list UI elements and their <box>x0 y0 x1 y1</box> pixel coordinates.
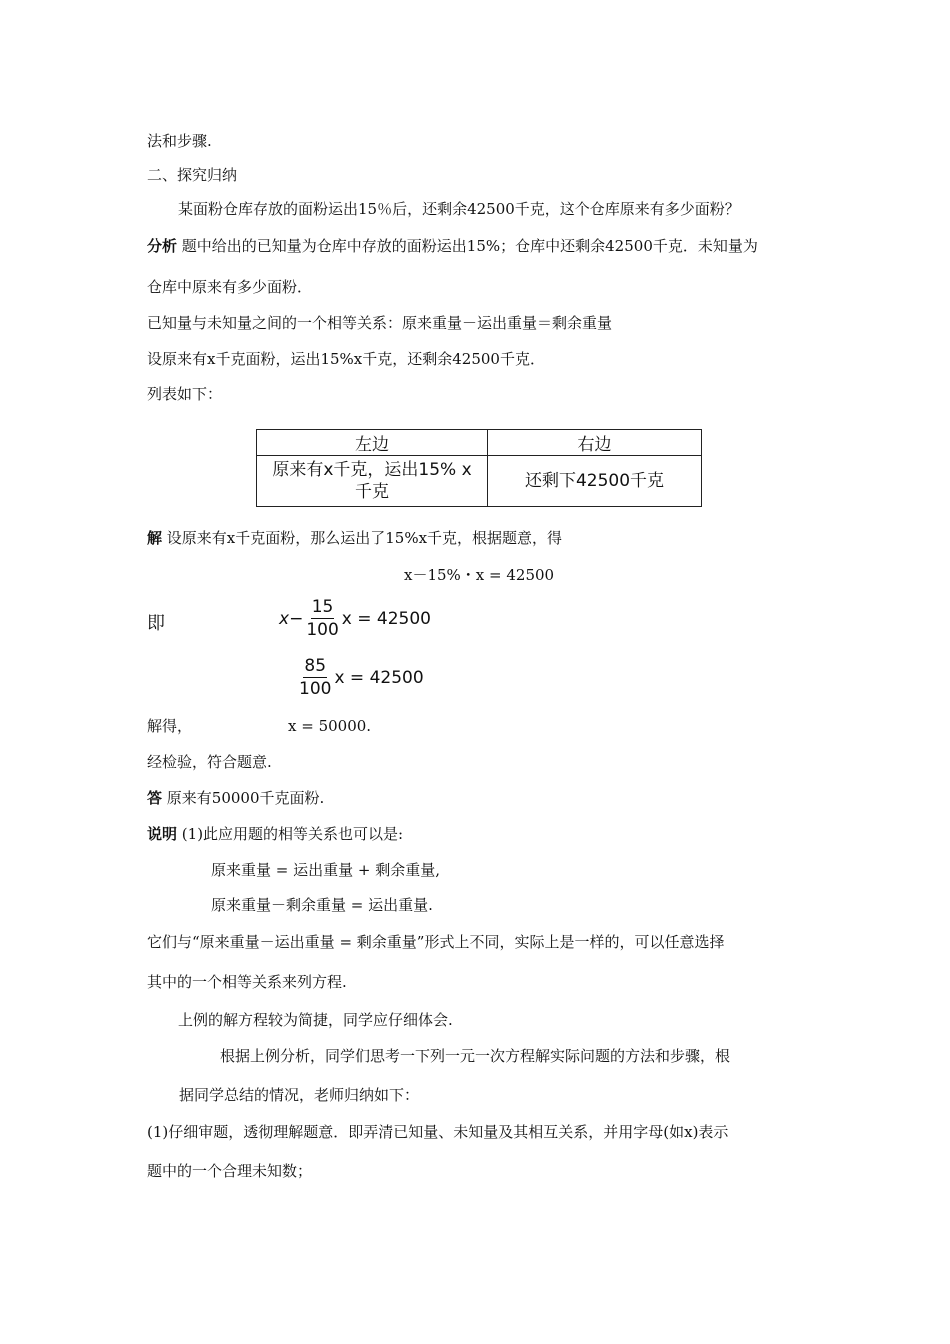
equation-2 <box>279 596 431 641</box>
eq3-denominator: 100 <box>299 679 332 699</box>
text-line: 法和步骤. <box>147 132 212 150</box>
analysis-text: 题中给出的已知量为仓库中存放的面粉运出15%；仓库中还剩余42500千克．未知量为 <box>181 237 758 255</box>
note-relation-a: 原来重量 = 运出重量 + 剩余重量, <box>211 861 440 879</box>
eq2-minus: − <box>289 608 304 629</box>
solved-value: x = 50000. <box>288 717 372 735</box>
section-heading: 二、探究归纳 <box>147 166 238 184</box>
table-header-right: 右边 <box>488 430 702 456</box>
check-line: 经检验，符合题意. <box>147 753 272 771</box>
answer-paragraph <box>147 788 324 808</box>
answer-text: 原来有50000千克面粉. <box>166 789 325 807</box>
solution-label: 解 <box>147 529 163 547</box>
eq3-numerator: 85 <box>304 656 327 676</box>
table-cell-right: 还剩下42500千克 <box>488 456 702 507</box>
equation-table <box>256 429 702 507</box>
table-cell-left-line1: 原来有x千克，运出15% x <box>272 460 472 480</box>
analysis-paragraph <box>147 236 758 256</box>
answer-label: 答 <box>147 789 163 807</box>
solution-paragraph <box>147 528 562 548</box>
table-header-left: 左边 <box>257 430 488 456</box>
solution-text: 设原来有x千克面粉，那么运出了15%x千克，根据题意，得 <box>166 529 563 547</box>
text-line: 上例的解方程较为简捷，同学应仔细体会. <box>178 1011 453 1029</box>
text-line: 它们与“原来重量－运出重量 = 剩余重量”形式上不同，实际上是一样的，可以任意选择 <box>147 933 725 951</box>
step-1: (1)仔细审题，透彻理解题意．即弄清已知量、未知量及其相互关系，并用字母(如x)表示 <box>147 1123 729 1141</box>
text-line: 根据上例分析，同学们思考一下列一元一次方程解实际问题的方法和步骤，根 <box>220 1047 731 1065</box>
note-label: 说明 <box>147 825 178 843</box>
note-relation-b: 原来重量－剩余重量 = 运出重量. <box>211 896 433 914</box>
text-line: 据同学总结的情况，老师归纳如下： <box>179 1086 420 1104</box>
text-line: 其中的一个相等关系来列方程. <box>147 973 347 991</box>
eq3-rest: x = 42500 <box>334 667 424 688</box>
eq3-fraction <box>299 655 331 700</box>
equation-3 <box>296 655 424 700</box>
assumption-line: 设原来有x千克面粉，运出15%x千克，还剩余42500千克． <box>147 350 545 368</box>
solved-label: 解得， <box>147 717 193 735</box>
equation-1: x－15%・x = 42500 <box>404 566 555 584</box>
table-intro: 列表如下： <box>147 385 223 403</box>
eq2-numerator: 15 <box>311 597 334 617</box>
analysis-label: 分析 <box>147 237 178 255</box>
eq2-x: x <box>279 608 290 629</box>
eq2-fraction <box>306 596 338 641</box>
eq2-rest: x = 42500 <box>341 608 431 629</box>
ji-label: 即 <box>147 613 165 634</box>
relation-line: 已知量与未知量之间的一个相等关系：原来重量－运出重量＝剩余重量 <box>147 314 613 332</box>
eq2-denominator: 100 <box>306 620 339 640</box>
step-1-cont: 题中的一个合理未知数； <box>147 1162 313 1180</box>
problem-statement: 某面粉仓库存放的面粉运出15％后，还剩余42500千克，这个仓库原来有多少面粉？ <box>178 200 740 218</box>
table-cell-left-line2: 千克 <box>355 482 389 502</box>
table-cell-left <box>257 456 488 507</box>
note-text: (1)此应用题的相等关系也可以是: <box>181 825 404 843</box>
note-paragraph <box>147 824 403 844</box>
text-line: 仓库中原来有多少面粉． <box>147 278 313 296</box>
